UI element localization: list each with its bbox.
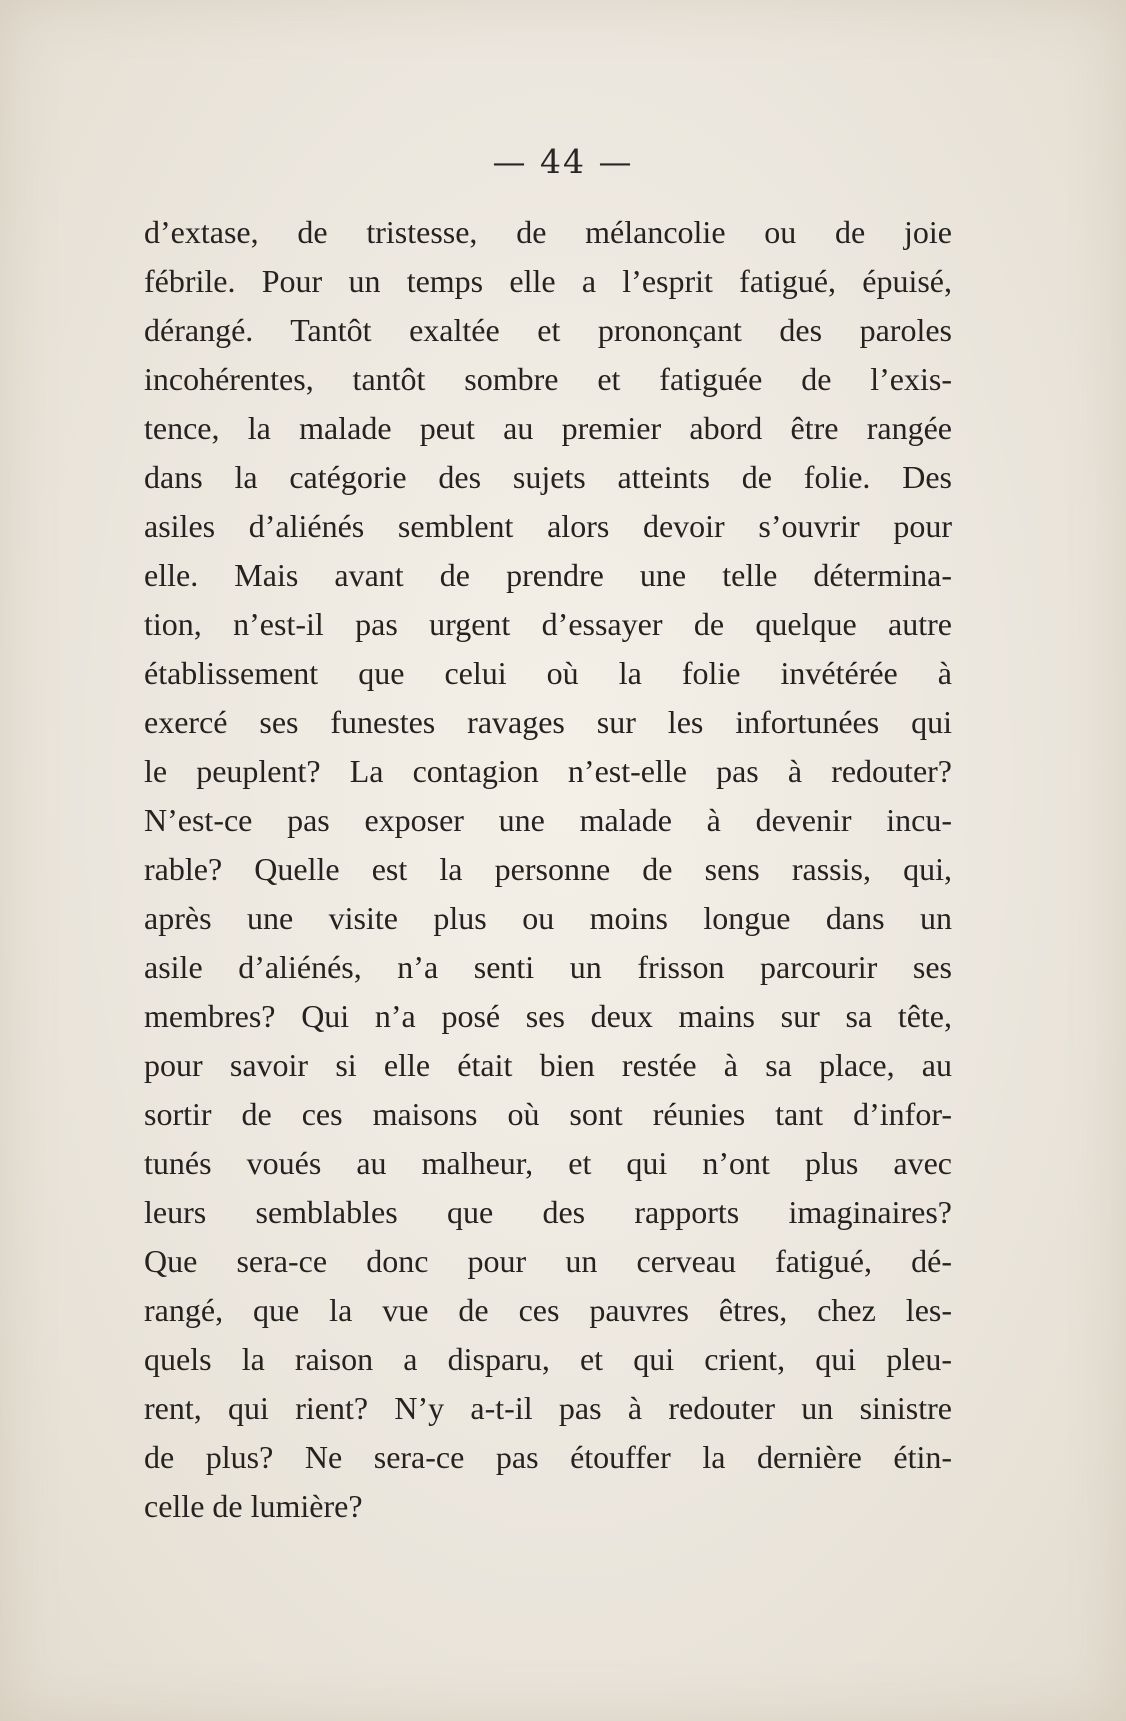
text-line: sortir de ces maisons où sont réunies tant d’infor-	[144, 1096, 952, 1132]
text-line: Que sera-ce donc pour un cerveau fatigué, dé-	[144, 1243, 952, 1279]
text-line: le peuplent? La contagion n’est-elle pas à redouter?	[144, 753, 952, 789]
text-line: rangé, que la vue de ces pauvres êtres, chez les-	[144, 1292, 952, 1328]
text-line: tunés voués au malheur, et qui n’ont plus avec	[144, 1145, 952, 1181]
text-line: membres? Qui n’a posé ses deux mains sur sa tête,	[144, 998, 952, 1034]
text-line: tion, n’est-il pas urgent d’essayer de quelque autre	[144, 606, 952, 642]
text-line: elle. Mais avant de prendre une telle détermina-	[144, 557, 952, 593]
text-line: de plus? Ne sera-ce pas étouffer la dernière étin-	[144, 1439, 952, 1475]
text-line: exercé ses funestes ravages sur les infortunées qui	[144, 704, 952, 740]
text-line: asiles d’aliénés semblent alors devoir s’ouvrir pour	[144, 508, 952, 544]
text-line: rent, qui rient? N’y a-t-il pas à redouter un sinistre	[144, 1390, 952, 1426]
text-line: quels la raison a disparu, et qui crient, qui pleu-	[144, 1341, 952, 1377]
text-line: dérangé. Tantôt exaltée et prononçant des paroles	[144, 312, 952, 348]
text-line: incohérentes, tantôt sombre et fatiguée de l’exis-	[144, 361, 952, 397]
text-line: asile d’aliénés, n’a senti un frisson parcourir ses	[144, 949, 952, 985]
text-line: celle de lumière?	[144, 1488, 363, 1524]
body-text	[144, 208, 952, 1531]
text-line: fébrile. Pour un temps elle a l’esprit fatigué, épuisé,	[144, 263, 952, 299]
text-line: leurs semblables que des rapports imaginaires?	[144, 1194, 952, 1230]
page-number: — 44 —	[492, 142, 634, 181]
text-line: établissement que celui où la folie invétérée à	[144, 655, 952, 691]
text-line: d’extase, de tristesse, de mélancolie ou de joie	[144, 214, 952, 250]
text-line: N’est-ce pas exposer une malade à devenir incu-	[144, 802, 952, 838]
text-line: dans la catégorie des sujets atteints de folie. Des	[144, 459, 952, 495]
text-line: après une visite plus ou moins longue dans un	[144, 900, 952, 936]
text-line: tence, la malade peut au premier abord être rangée	[144, 410, 952, 446]
text-line: rable? Quelle est la personne de sens rassis, qui,	[144, 851, 952, 887]
text-line: pour savoir si elle était bien restée à sa place, au	[144, 1047, 952, 1083]
